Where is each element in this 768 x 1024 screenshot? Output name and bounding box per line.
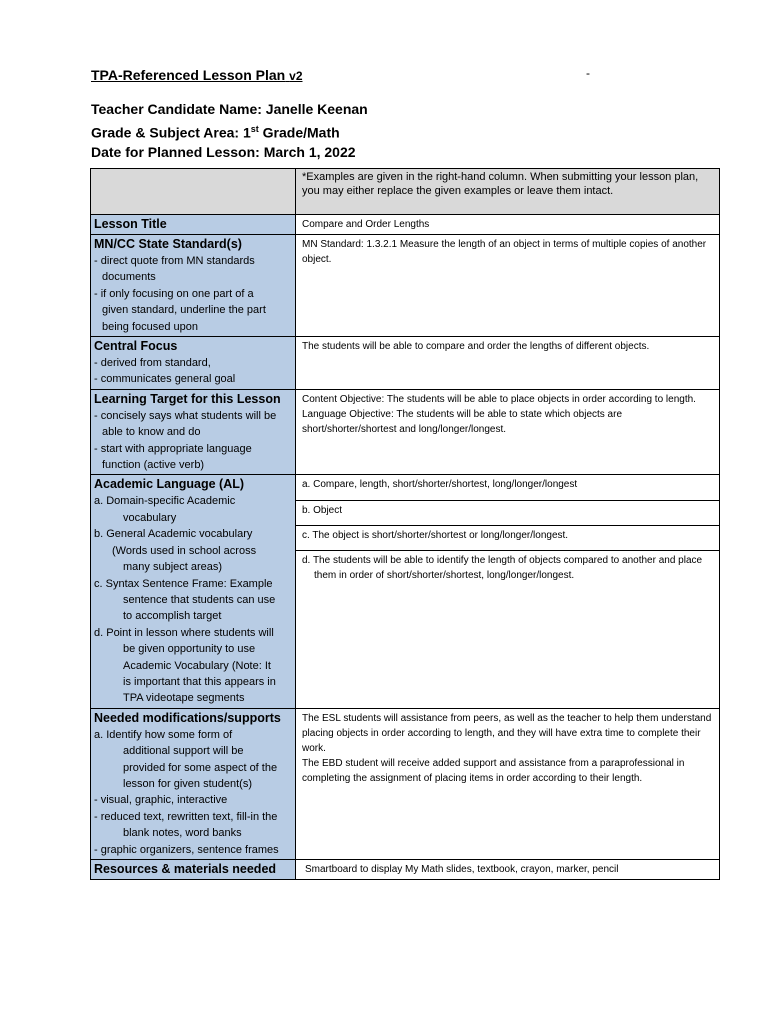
academic-language-desc-line: many subject areas)	[123, 561, 223, 574]
esl-support: The ESL students will assistance from peers, as well as the teacher to help them understand placing objects in order according to length, and they will have extra time to complete their work.	[302, 712, 712, 754]
academic-language-label: Academic Language (AL)	[94, 477, 245, 492]
academic-language-desc-line: is important that this appears in	[123, 675, 276, 688]
row-resources	[91, 860, 720, 880]
standard-label-cell	[91, 235, 296, 337]
academic-language-desc-line: a. Domain-specific Academic	[94, 495, 236, 508]
academic-language-label-cell	[91, 475, 296, 708]
academic-language-c: c. The object is short/shorter/shortest or long/longer/longest.	[296, 525, 720, 550]
lesson-title-label: Lesson Title	[94, 217, 167, 231]
academic-language-desc-line: vocabulary	[123, 511, 177, 524]
grade-suffix: Grade/Math	[258, 124, 340, 141]
academic-language-desc-line: to accomplish target	[123, 610, 222, 623]
lesson-title-value: Compare and Order Lengths	[296, 215, 720, 235]
academic-language-desc-line: TPA videotape segments	[123, 692, 245, 705]
academic-language-desc-line: Academic Vocabulary (Note: It	[123, 659, 271, 672]
lesson-title-label-cell	[91, 215, 296, 235]
standard-desc-line: - direct quote from MN standards	[94, 255, 255, 267]
language-objective: Language Objective: The students will be able to state which objects are short/shorter/shortest and long/longer/longest.	[302, 408, 623, 435]
row-lesson-title	[91, 215, 720, 235]
modifications-value	[296, 708, 720, 859]
title-text: TPA-Referenced Lesson Plan	[91, 67, 286, 83]
standard-value: MN Standard: 1.3.2.1 Measure the length of an object in terms of multiple copies of another object.	[296, 235, 720, 337]
academic-language-d	[296, 550, 720, 708]
resources-label: Resources & materials needed	[94, 862, 277, 876]
teacher-name: Teacher Candidate Name: Janelle Keenan	[91, 101, 368, 117]
header-dash: -	[586, 66, 590, 80]
row-learning-target	[91, 389, 720, 475]
ebd-support: The EBD student will receive added support and assistance from a paraprofessional in completing the assignment of placing items in order according to their length.	[302, 757, 685, 784]
content-objective: Content Objective: The students will be able to place objects in order according to length.	[302, 393, 696, 405]
row-modifications	[91, 708, 720, 859]
learning-target-desc-line: function (active verb)	[102, 459, 205, 472]
table-header-row	[91, 169, 720, 215]
row-standard	[91, 235, 720, 337]
learning-target-label-cell	[91, 389, 296, 475]
lesson-date: Date for Planned Lesson: March 1, 2022	[91, 143, 356, 160]
learning-target-desc-line: able to know and do	[102, 426, 201, 439]
academic-language-b: b. Object	[296, 500, 720, 525]
central-focus-desc-line: - communicates general goal	[94, 373, 236, 386]
modifications-desc-line: a. Identify how some form of	[94, 728, 233, 741]
grade-superscript: st	[250, 123, 259, 134]
modifications-label-cell	[91, 708, 296, 859]
standard-desc-line: - if only focusing on one part of a	[94, 287, 254, 300]
standard-desc-line: given standard, underline the part	[102, 304, 266, 317]
resources-value: Smartboard to display My Math slides, textbook, crayon, marker, pencil	[296, 860, 720, 880]
standard-desc-line: being focused upon	[102, 320, 199, 333]
academic-language-desc-line: b. General Academic vocabulary	[94, 528, 253, 541]
row-central-focus	[91, 337, 720, 390]
version-label: v2	[289, 69, 303, 83]
learning-target-desc-line: - concisely says what students will be	[94, 409, 277, 422]
resources-label-cell	[91, 860, 296, 880]
academic-language-desc-line: sentence that students can use	[123, 593, 276, 606]
modifications-desc-line: blank notes, word banks	[123, 827, 242, 840]
modifications-desc-line: additional support will be	[123, 745, 244, 758]
document-title	[91, 66, 691, 86]
standard-label: MN/CC State Standard(s)	[94, 237, 242, 251]
learning-target-label: Learning Target for this Lesson	[94, 391, 281, 406]
central-focus-desc-line: - derived from standard,	[94, 357, 211, 370]
academic-language-d-text: d. The students will be able to identify the length of objects compared to another and place them in order of short/shorter/shortest, long/longer/longest.	[302, 554, 703, 581]
academic-language-a: a. Compare, length, short/shorter/shortest, long/longer/longest	[296, 475, 720, 500]
academic-language-desc-line: (Words used in school across	[112, 544, 257, 557]
learning-target-desc-line: - start with appropriate language	[94, 442, 252, 455]
modifications-desc-line: - visual, graphic, interactive	[94, 794, 228, 807]
grade-subject	[91, 120, 691, 143]
modifications-desc-line: - graphic organizers, sentence frames	[94, 843, 279, 856]
academic-language-desc-line: c. Syntax Sentence Frame: Example	[94, 577, 273, 590]
central-focus-label-cell	[91, 337, 296, 390]
central-focus-value: The students will be able to compare and order the lengths of different objects.	[296, 337, 720, 390]
modifications-desc-line: - reduced text, rewritten text, fill-in the	[94, 810, 278, 823]
learning-target-value	[296, 389, 720, 475]
academic-language-desc-line: d. Point in lesson where students will	[94, 626, 274, 639]
lesson-plan-table	[90, 168, 720, 880]
modifications-desc-line: provided for some aspect of the	[123, 761, 278, 774]
central-focus-label: Central Focus	[94, 339, 178, 354]
document-header	[91, 66, 691, 162]
modifications-desc-line: lesson for given student(s)	[123, 777, 253, 790]
row-academic-language-a	[91, 475, 720, 500]
header-blank-cell	[91, 169, 296, 215]
grade-prefix: Grade & Subject Area: 1	[91, 124, 251, 141]
examples-note: *Examples are given in the right-hand column. When submitting your lesson plan, you may either replace the given examples or leave them intact.	[296, 169, 720, 215]
academic-language-desc-line: be given opportunity to use	[123, 643, 256, 656]
modifications-label: Needed modifications/supports	[94, 710, 281, 725]
standard-desc-line: documents	[102, 271, 156, 284]
